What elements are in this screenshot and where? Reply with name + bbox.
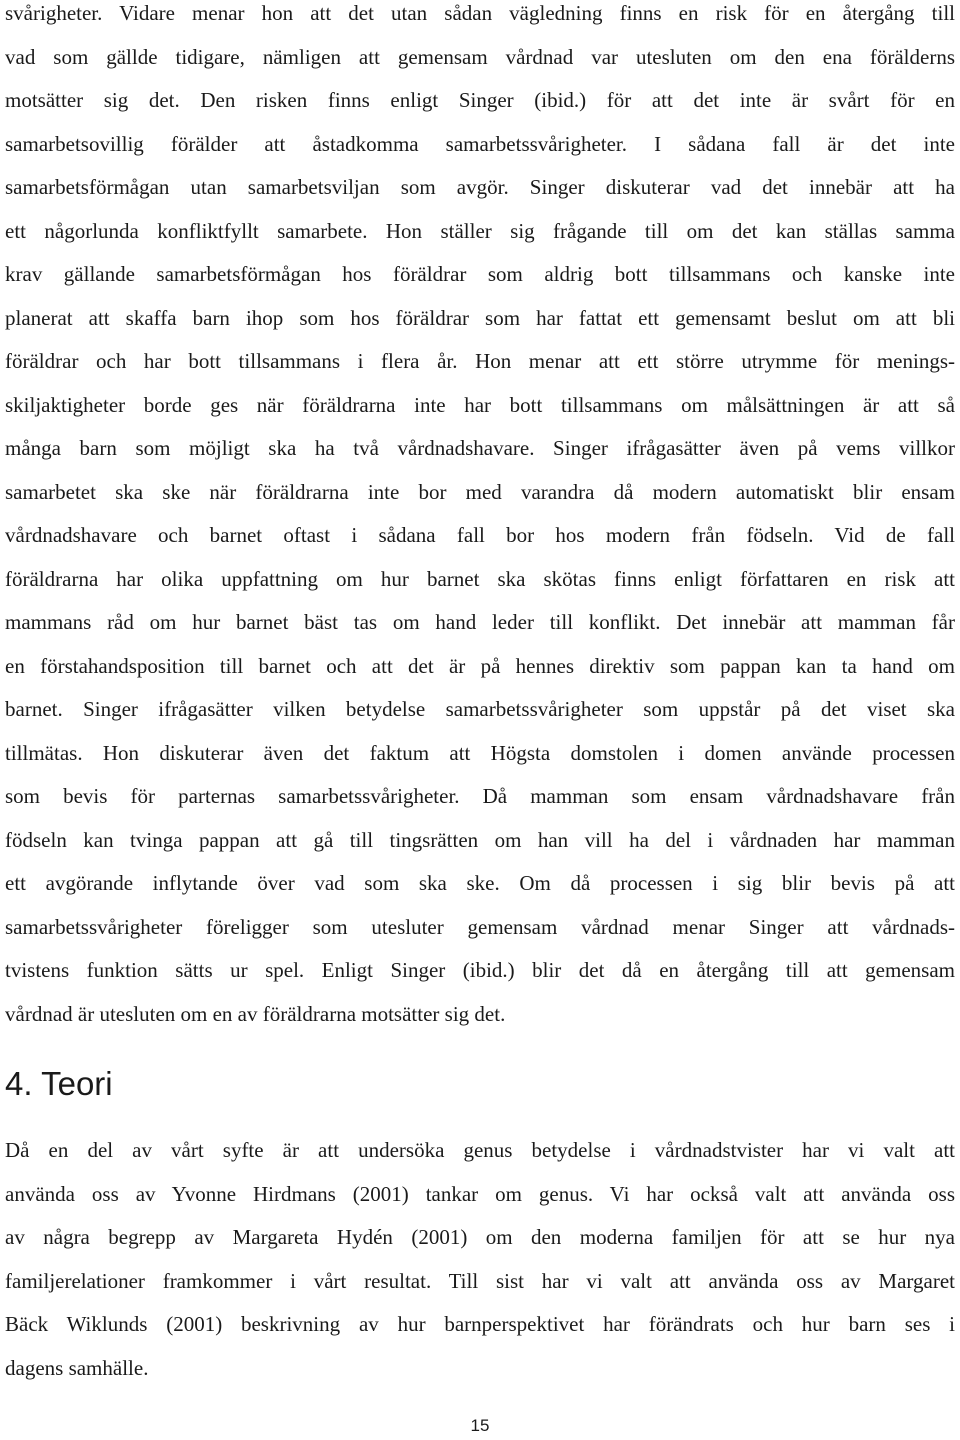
text-line: tvistens funktion sätts ur spel. Enligt Singer (ibid.) blir det då en återgång till att gemensam xyxy=(5,958,955,982)
text-line: Bäck Wiklunds (2001) beskrivning av hur barnperspektivet har förändrats och hur barn ses i xyxy=(5,1312,955,1336)
text-line: vad som gällde tidigare, nämligen att gemensam vårdnad var utesluten om den ena förälderns xyxy=(5,44,955,69)
text-line: barnet. Singer ifrågasätter vilken betydelse samarbetssvårigheter som uppstår på det viset ska xyxy=(5,697,955,721)
text-line: planerat att skaffa barn ihop som hos föräldrar som har fattat ett gemensamt beslut om att bli xyxy=(5,305,955,330)
page-number: 15 xyxy=(470,1416,490,1435)
text-line: familjerelationer framkommer i vårt resultat. Till sist har vi valt att använda oss av Margaret xyxy=(5,1268,955,1293)
text-line: en förstahandsposition till barnet och att det är på hennes direktiv som pappan kan ta hand om xyxy=(5,653,955,678)
text-line: av några begrepp av Margareta Hydén (2001) om den moderna familjen för att se hur nya xyxy=(5,1225,955,1249)
text-line: använda oss av Yvonne Hirdmans (2001) tankar om genus. Vi har också valt att använda oss xyxy=(5,1181,955,1206)
section-heading: 4. Teori xyxy=(5,1065,113,1102)
text-line: tillmätas. Hon diskuterar även det faktum att Högsta domstolen i domen använde processen xyxy=(5,740,955,765)
text-line: skiljaktigheter borde ges när föräldrarna inte har bott tillsammans om målsättningen är att så xyxy=(5,392,955,417)
text-line: samarbetssvårigheter föreligger som utesluter gemensam vårdnad menar Singer att vårdnads- xyxy=(5,914,955,939)
text-line: Då en del av vårt syfte är att undersöka genus betydelse i vårdnadstvister har vi valt att xyxy=(5,1138,955,1162)
body-paragraph xyxy=(5,1129,955,1390)
text-line: krav gällande samarbetsförmågan hos föräldrar som aldrig bott tillsammans och kanske inte xyxy=(5,262,955,286)
text-line: födseln kan tvinga pappan att gå till tingsrätten om han vill ha del i vårdnaden har mamman xyxy=(5,827,955,852)
text-line: dagens samhälle. xyxy=(5,1355,149,1380)
text-line: vårdnad är utesluten om en av föräldrarna motsätter sig det. xyxy=(5,1001,506,1026)
text-line: många barn som möjligt ska ha två vårdnadshavare. Singer ifrågasätter även på vems villkor xyxy=(5,436,955,460)
text-line: samarbetsförmågan utan samarbetsviljan som avgör. Singer diskuterar vad det innebär att ha xyxy=(5,175,955,199)
text-line: ett avgörande inflytande över vad som ska ske. Om då processen i sig blir bevis på att xyxy=(5,871,955,895)
text-line: samarbetsovillig förälder att åstadkomma samarbetssvårigheter. I sådana fall är det inte xyxy=(5,131,955,156)
text-line: föräldrarna har olika uppfattning om hur barnet ska skötas finns enligt författaren en risk att xyxy=(5,566,955,591)
text-line: som bevis för parternas samarbetssvårigheter. Då mamman som ensam vårdnadshavare från xyxy=(5,784,955,808)
text-line: vårdnadshavare och barnet oftast i sådana fall bor hos modern från födseln. Vid de fall xyxy=(5,523,955,547)
text-line: ett någorlunda konfliktfyllt samarbete. Hon ställer sig frågande till om det kan ställas samma xyxy=(5,218,955,243)
text-line: svårigheter. Vidare menar hon att det utan sådan vägledning finns en risk för en återgång till xyxy=(5,1,955,25)
body-paragraph xyxy=(5,0,955,1036)
text-line: mammans råd om hur barnet bäst tas om hand leder till konflikt. Det innebär att mamman får xyxy=(5,610,955,634)
text-line: samarbetet ska ske när föräldrarna inte bor med varandra då modern automatiskt blir ensam xyxy=(5,479,955,504)
text-line: föräldrar och har bott tillsammans i flera år. Hon menar att ett större utrymme för menings- xyxy=(5,349,955,373)
text-line: motsätter sig det. Den risken finns enligt Singer (ibid.) för att det inte är svårt för en xyxy=(5,88,955,112)
